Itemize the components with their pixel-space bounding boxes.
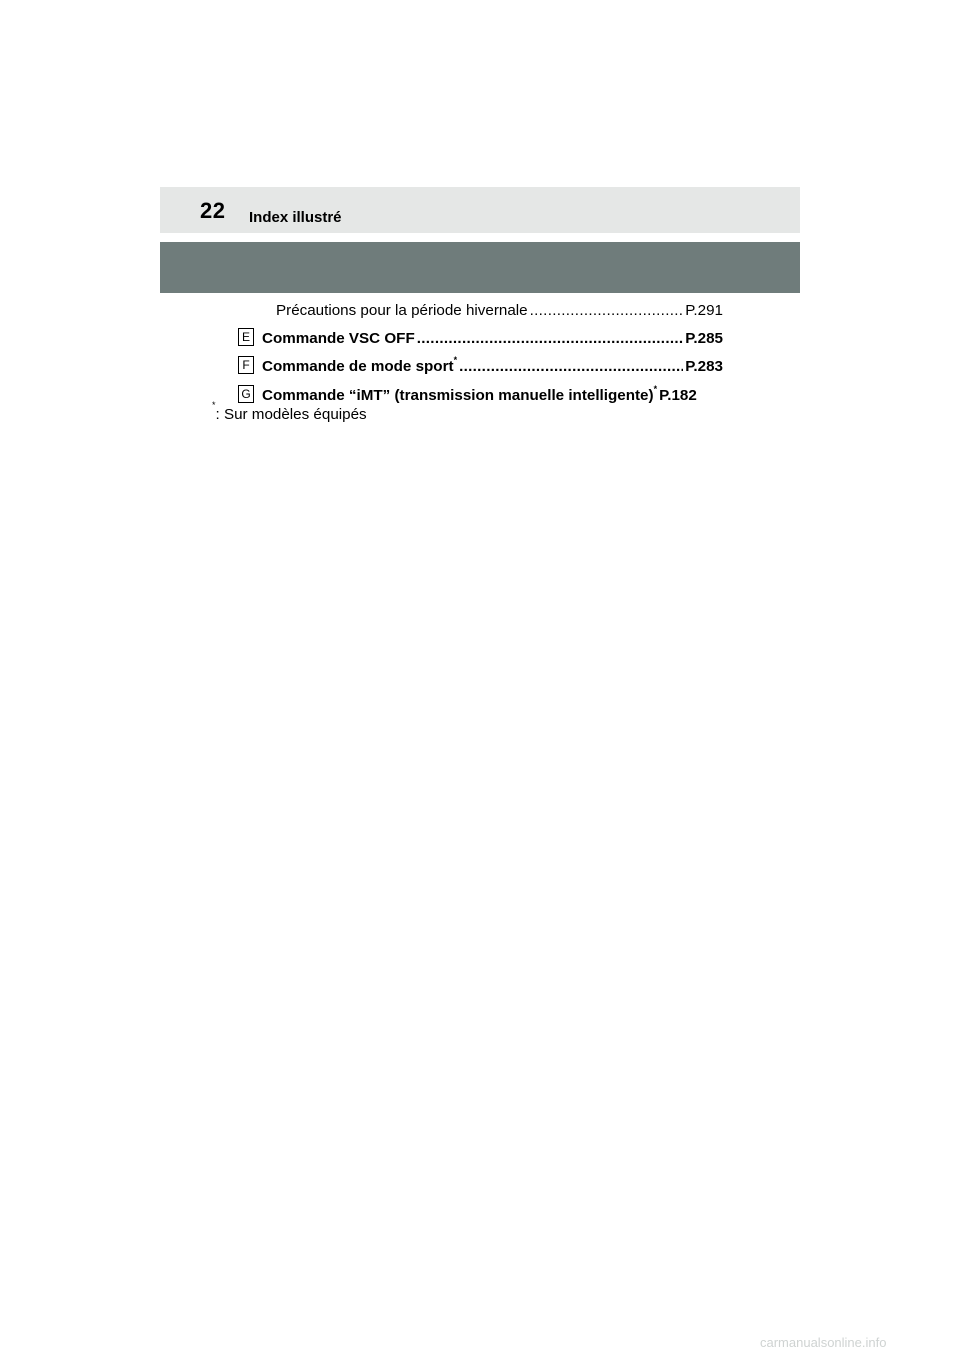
page-reference[interactable]: P.182 (659, 386, 697, 404)
entry-label-text: Commande de mode sport (262, 357, 454, 375)
entry-imt-switch[interactable] (238, 381, 723, 403)
page-number: 22 (200, 198, 226, 223)
callout-letter-box: F (238, 356, 254, 374)
section-band (160, 242, 800, 293)
callout-letter-box: G (238, 385, 254, 403)
entry-label: Précautions pour la période hivernale (276, 301, 528, 319)
section-title: Index illustré (249, 209, 342, 226)
entry-sport-mode-switch[interactable] (238, 352, 723, 374)
leader-dots (530, 303, 684, 318)
entry-label-text: Commande “iMT” (transmission manuelle intelligente) (262, 386, 654, 404)
footnote-mark: * (212, 400, 216, 410)
leader-dots (459, 359, 683, 374)
asterisk-mark: * (453, 354, 458, 365)
page-reference[interactable]: P.283 (685, 357, 723, 375)
entry-vsc-off-switch[interactable] (238, 324, 723, 346)
leader-dots (417, 331, 684, 346)
entry-label (262, 354, 458, 375)
entry-label (262, 383, 658, 404)
watermark: carmanualsonline.info (760, 1335, 887, 1350)
asterisk-mark: * (653, 383, 658, 394)
footnote (212, 400, 367, 424)
entry-label: Commande VSC OFF (262, 329, 415, 347)
footnote-text: : Sur modèles équipés (215, 406, 367, 424)
page-reference[interactable]: P.285 (685, 329, 723, 347)
entry-winter-precautions[interactable] (238, 296, 723, 318)
page-reference[interactable]: P.291 (685, 301, 723, 319)
callout-letter-box: E (238, 328, 254, 346)
